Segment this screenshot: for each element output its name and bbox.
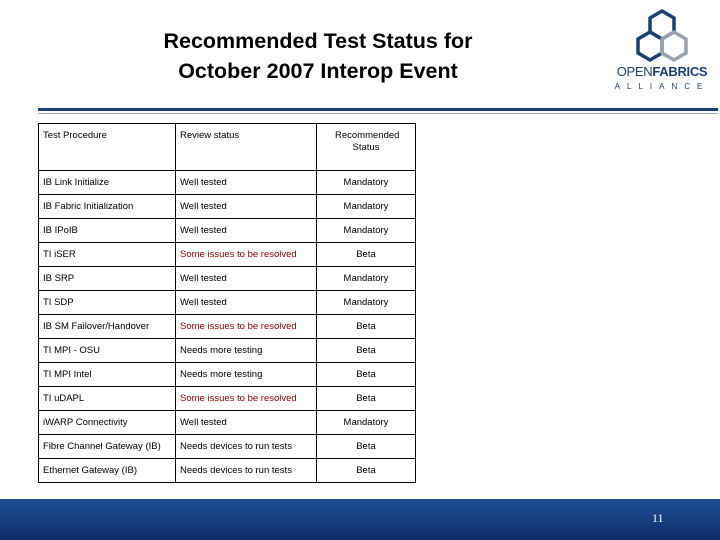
footer-bar <box>0 499 720 540</box>
cell-test-procedure: Fibre Channel Gateway (IB) <box>39 435 176 459</box>
hexagon-icon-left <box>638 32 662 60</box>
cell-test-procedure: IB SRP <box>39 267 176 291</box>
table-row <box>39 195 416 219</box>
cell-review-status: Well tested <box>176 195 317 219</box>
cell-review-status: Needs devices to run tests <box>176 459 317 483</box>
cell-review-status: Some issues to be resolved <box>176 243 317 267</box>
cell-review-status: Well tested <box>176 219 317 243</box>
table-row <box>39 243 416 267</box>
table-header-row <box>39 124 416 171</box>
header-recommended-status <box>317 124 416 171</box>
cell-test-procedure: TI iSER <box>39 243 176 267</box>
table-row <box>39 171 416 195</box>
cell-review-status: Needs devices to run tests <box>176 435 317 459</box>
cell-recommended-status: Beta <box>317 387 416 411</box>
test-status-table <box>38 123 416 483</box>
logo-subtitle: ALLIANCE <box>614 82 710 91</box>
table-row <box>39 339 416 363</box>
openfabrics-logo <box>612 8 712 98</box>
cell-recommended-status: Beta <box>317 459 416 483</box>
table-row <box>39 219 416 243</box>
table-row <box>39 411 416 435</box>
cell-test-procedure: IB IPoIB <box>39 219 176 243</box>
cell-review-status: Needs more testing <box>176 339 317 363</box>
logo-word-light: OPEN <box>616 64 653 79</box>
cell-recommended-status: Mandatory <box>317 411 416 435</box>
cell-review-status: Some issues to be resolved <box>176 387 317 411</box>
slide-title <box>118 26 518 86</box>
header-recommended-status-text: Recommended Status <box>335 130 400 153</box>
hexagon-logo-icon <box>612 8 712 64</box>
cell-recommended-status: Mandatory <box>317 171 416 195</box>
cell-review-status: Well tested <box>176 411 317 435</box>
cell-test-procedure: TI MPI - OSU <box>39 339 176 363</box>
cell-test-procedure: TI SDP <box>39 291 176 315</box>
logo-word-bold: FABRICS <box>652 64 708 79</box>
cell-test-procedure: TI MPI Intel <box>39 363 176 387</box>
cell-recommended-status: Beta <box>317 363 416 387</box>
cell-test-procedure: iWARP Connectivity <box>39 411 176 435</box>
header-rule-thick <box>38 108 718 111</box>
cell-recommended-status: Beta <box>317 339 416 363</box>
cell-test-procedure: IB SM Failover/Handover <box>39 315 176 339</box>
cell-review-status: Well tested <box>176 171 317 195</box>
cell-review-status: Well tested <box>176 291 317 315</box>
slide-title-line-2: October 2007 Interop Event <box>178 59 458 83</box>
header-review-status: Review status <box>176 124 317 171</box>
cell-test-procedure: Ethernet Gateway (IB) <box>39 459 176 483</box>
hexagon-icon-right <box>662 32 686 60</box>
cell-recommended-status: Beta <box>317 243 416 267</box>
header-rule-thin <box>38 113 718 114</box>
cell-review-status: Well tested <box>176 267 317 291</box>
cell-test-procedure: TI uDAPL <box>39 387 176 411</box>
cell-review-status: Needs more testing <box>176 363 317 387</box>
cell-test-procedure: IB Link Initialize <box>39 171 176 195</box>
table-row <box>39 387 416 411</box>
logo-wordmark <box>612 64 712 79</box>
table-row <box>39 363 416 387</box>
cell-review-status: Some issues to be resolved <box>176 315 317 339</box>
table-row <box>39 291 416 315</box>
header-test-procedure: Test Procedure <box>39 124 176 171</box>
slide-title-line-1: Recommended Test Status for <box>163 29 473 53</box>
cell-recommended-status: Mandatory <box>317 267 416 291</box>
cell-recommended-status: Beta <box>317 435 416 459</box>
cell-recommended-status: Beta <box>317 315 416 339</box>
table-row <box>39 267 416 291</box>
page-number: 11 <box>652 511 664 525</box>
cell-recommended-status: Mandatory <box>317 291 416 315</box>
cell-recommended-status: Mandatory <box>317 219 416 243</box>
table-row <box>39 435 416 459</box>
table-row <box>39 315 416 339</box>
table-row <box>39 459 416 483</box>
cell-test-procedure: IB Fabric Initialization <box>39 195 176 219</box>
cell-recommended-status: Mandatory <box>317 195 416 219</box>
